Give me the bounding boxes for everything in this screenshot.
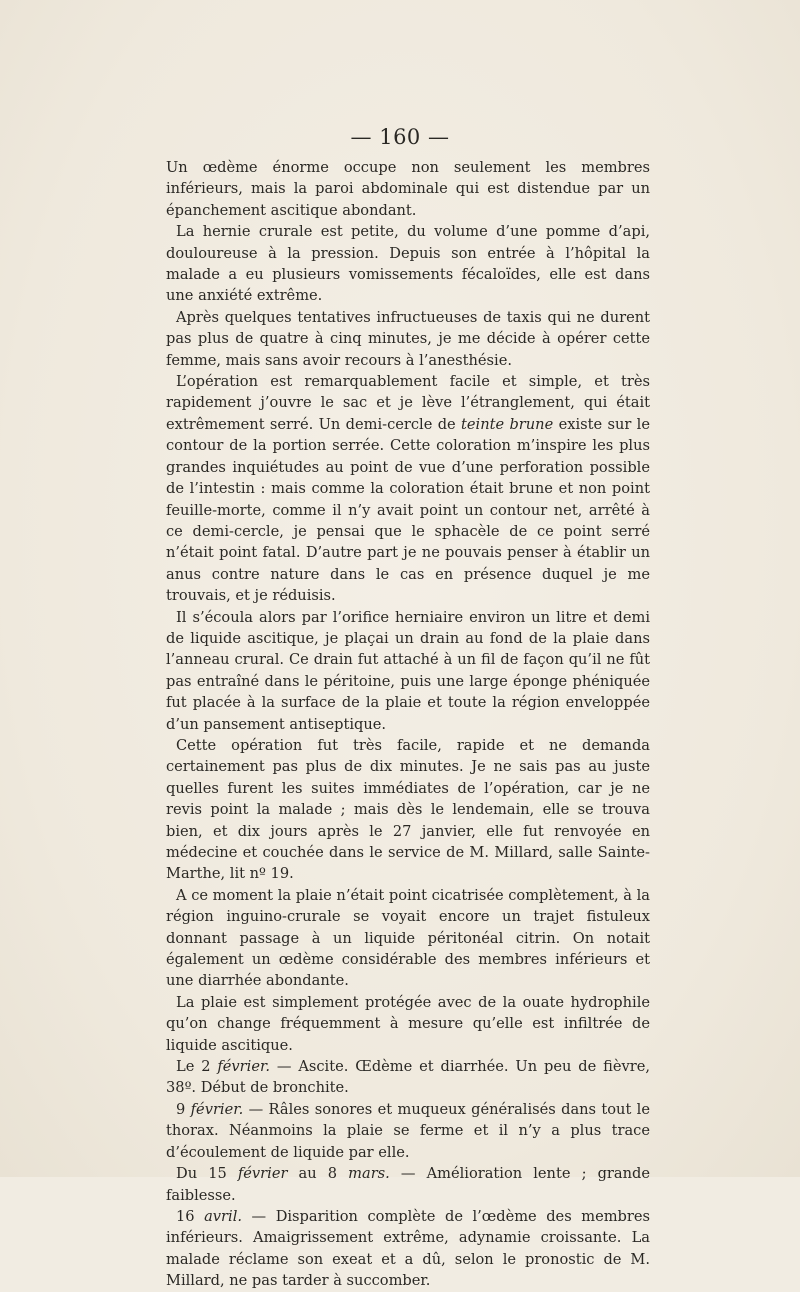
italic-text: février [237,1165,288,1183]
text-segment: Un œdème énorme occupe non seulement les membres inférieurs, mais la paroi abdominale qui est distendue par un épanchement ascitique abondant. [166,159,650,219]
text-segment: — Amélioration lente ; grande faiblesse. [166,1165,650,1204]
paragraph-p11 [166,1163,650,1206]
paragraph-p8 [166,992,650,1056]
text-segment: — Disparition complète de l’œdème des membres inférieurs. Amaigrissement extrême, adynamie croissante. La malade réclame son exeat et a dû, selon le pronostic de M. Millard, ne pas tarder à succomber. [166,1207,650,1290]
page-number: — 160 — [350,125,450,149]
italic-text: teinte brune [461,415,554,433]
text-segment: La plaie est simplement protégée avec de la ouate hydrophile qu’on change fréquemment à mesure qu’elle est infiltrée de liquide ascitique. [166,993,650,1054]
italic-text: mars. [348,1165,390,1183]
text-segment: A ce moment la plaie n’était point cicatrisée complètement, à la région inguino-crurale se voyait encore un trajet fistuleux donnant passage à un liquide péritonéal citrin. On notait également un œdème considérable des membres inférieurs et une diarrhée abondante. [166,886,650,990]
text-segment: L’opération est remarquablement facile et simple, et très rapidement j’ouvre le sac et je lève l’étranglement, qui était extrêmement serré. Un demi-cercle de [166,373,650,433]
paragraph-p12 [166,1206,650,1292]
paragraph-p3 [166,307,650,371]
text-segment: Il s’écoula alors par l’orifice herniaire environ un litre et demi de liquide ascitique, je plaçai un drain au fond de la plaie dans l’anneau crural. Ce drain fut attaché à un fil de façon qu’il ne fût pas entraîné dans le péritoine, puis une large éponge phéniquée fut placée à la surface de la plaie et toute la région enveloppée d’un pansement antiseptique. [166,608,650,733]
text-segment: — Râles sonores et muqueux généralisés dans tout le thorax. Néanmoins la plaie se ferme et il n’y a plus trace d’écoulement de liquide par elle. [166,1100,650,1161]
paragraph-p4 [166,371,650,606]
text-segment: existe sur le contour de la portion serrée. Cette coloration m’inspire les plus grandes inquiétudes au point de vue d’une perforation possible de l’intestin : mais comme la coloration était brune et non point feuille-morte, comme il n’y avait point un contour net, arrêté à ce demi-cercle, je pensai que le sphacèle de ce point serré n’était point fatal. D’autre part je ne pouvais penser à établir un anus contre nature dans le cas en présence duquel je me trouvais, et je réduisis. [166,415,650,605]
paragraph-p10 [166,1099,650,1163]
text-segment: Du 15 [176,1165,238,1183]
paragraph-p9 [166,1056,650,1099]
text-segment: Le 2 [176,1058,218,1076]
text-segment: — Ascite. Œdème et diarrhée. Un peu de fièvre, 38º. Début de bronchite. [166,1058,650,1097]
text-segment: au 8 [287,1165,349,1183]
paragraph-p7 [166,885,650,992]
text-segment: La hernie crurale est petite, du volume d’une pomme d’api, douloureuse à la pression. Depuis son entrée à l’hôpital la malade a eu plusieurs vomissements fécaloïdes, elle est dans une anxiété extrême. [166,223,650,305]
text-segment: Cette opération fut très facile, rapide et ne demanda certainement pas plus de dix minutes. Je ne sais pas au juste quelles furent les suites immédiates de l’opération, car je ne revis point la malade ; mais dès le lendemain, elle se trouva bien, et dix jours après le 27 janvier, elle fut renvoyée en médecine et couchée dans le service de M. Millard, salle Sainte-Marthe, lit nº 19. [166,736,650,883]
paragraph-p2 [166,221,650,307]
paragraph-p5 [166,607,650,735]
paragraph-p1 [166,157,650,221]
paragraph-p6 [166,735,650,885]
italic-text: avril. [204,1207,243,1225]
text-segment: Après quelques tentatives infructueuses de taxis qui ne durent pas plus de quatre à cinq minutes, je me décide à opérer cette femme, mais sans avoir recours à l’anesthésie. [166,308,650,369]
body-text [166,157,650,1292]
text-segment: 16 [176,1207,205,1225]
italic-text: février. [190,1100,244,1118]
italic-text: février. [217,1058,270,1076]
text-segment: 9 [176,1100,191,1118]
